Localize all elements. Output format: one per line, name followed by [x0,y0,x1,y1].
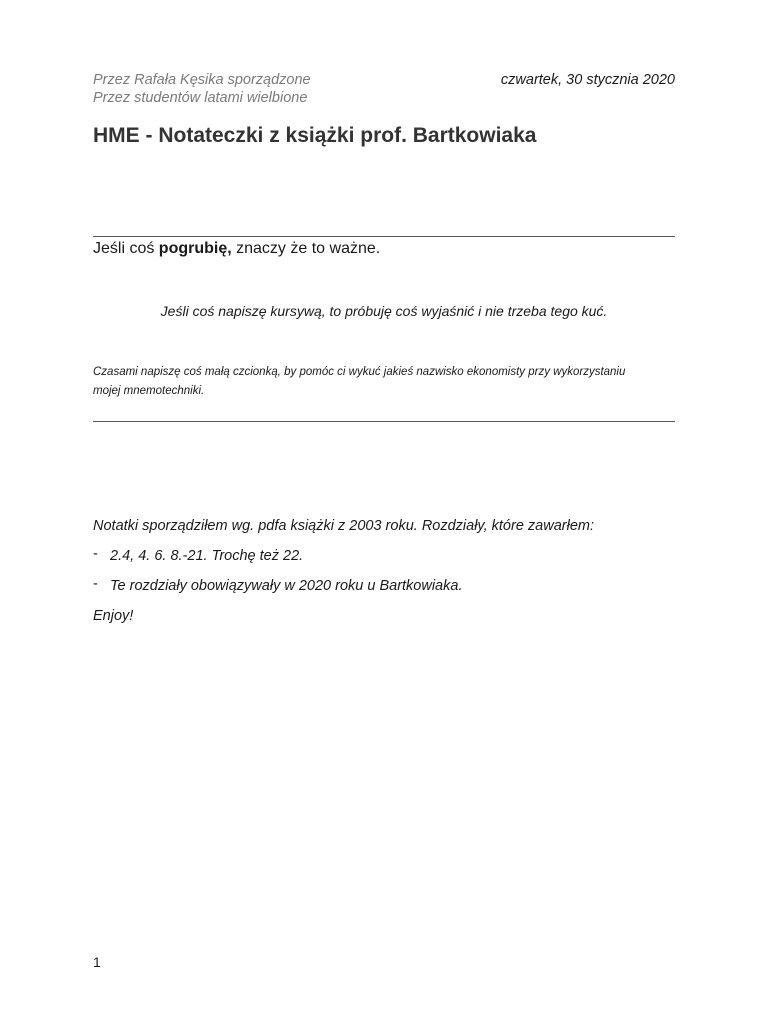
list-dash: - [93,576,98,592]
page-header [93,71,675,107]
header-date: czwartek, 30 stycznia 2020 [500,72,675,88]
bold-legend-line [93,240,380,258]
notes-closing: Enjoy! [93,608,134,624]
bold-line-bold: pogrubię, [158,240,232,257]
bold-line-before: Jeśli coś [93,240,159,257]
list-item-text: Te rozdziały obowiązywały w 2020 roku u Bartkowiaka. [110,578,463,594]
bold-line-after: znaczy że to ważne. [231,240,381,257]
bottom-divider [93,421,675,422]
author-line-1: Przez Rafała Kęsika sporządzone [93,72,311,88]
author-line-2: Przez studentów latami wielbione [93,90,308,106]
title-prefix: HME - [93,124,159,147]
italic-legend-line: Jeśli coś napiszę kursywą, to próbuję coś wyjaśnić i nie trzeba tego kuć. [160,303,608,319]
list-item-text: 2.4, 4. 6. 8.-21. Trochę też 22. [110,548,304,564]
title-main: Notateczki z książki prof. Bartkowiaka [158,124,537,147]
notes-section [93,516,693,626]
list-item [93,576,693,596]
top-divider [93,236,675,237]
document-title [93,124,536,148]
list-item [93,546,693,566]
page-number: 1 [93,954,101,970]
notes-intro: Notatki sporządziłem wg. pdfa książki z 2003 roku. Rozdziały, które zawarłem: [93,518,594,534]
small-font-note: Czasami napiszę coś małą czcionką, by pomóc ci wykuć jakieś nazwisko ekonomisty przy wykorzystaniu mojej mnemotechniki. [93,366,626,397]
list-dash: - [93,546,98,562]
